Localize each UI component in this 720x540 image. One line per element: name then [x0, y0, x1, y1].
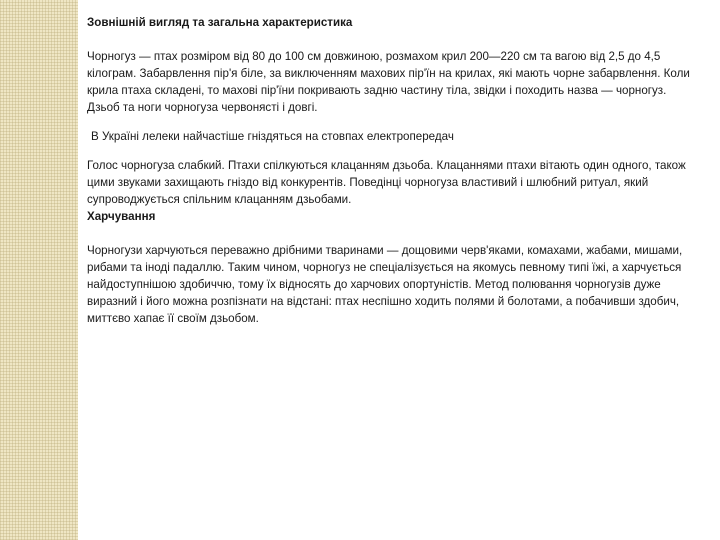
image-caption: В Україні лелеки найчастіше гніздяться на стовпах електропередач — [91, 130, 454, 143]
paragraph-feeding: Чорногузи харчуються переважно дрібними тваринами — дощовими черв'яками, комахами, жабами, мишами, рибами та іноді падаллю. Таким чином, чорногуз не спеціалізується на якомусь певному типі їжі, а харчується найдоступнішою здобиччю, тому їх відносять до харчових опортуністів. Метод полювання чорногузів дуже виразний і його можна розпізнати на відстані: птах неспішно ходить полями й болотами, а побачивши здобич, миттєво хапає її своїм дзьобом. — [87, 244, 683, 325]
spacer — [87, 145, 699, 157]
spacer — [87, 31, 699, 48]
heading-appearance: Зовнішній вигляд та загальна характеристика — [87, 16, 353, 29]
paragraph-appearance: Чорногуз — птах розміром від 80 до 100 см довжиною, розмахом крил 200—220 см та вагою від 2,5 до 4,5 кілограм. Забарвлення пір'я біле, за виключенням махових пір'їн на крилах, які мають чорне забарвлення. Коли крила птаха складені, то махові пір'їни покривають задню частину тіла, звідки і походить назва — чорногуз. Дзьоб та ноги чорногуза червонясті і довгі. — [87, 50, 690, 114]
heading-feeding: Харчування — [87, 210, 156, 223]
paragraph-voice: Голос чорногуза слабкий. Птахи спілкуються клацанням дзьоба. Клацаннями птахи вітають один одного, також цими звуками захищають гніздо від конкурентів. Поведінці чорногуза властивий і шлюбний ритуал, який супроводжується спільним клацанням дзьобами. — [87, 159, 686, 206]
document-body — [87, 14, 699, 327]
spacer — [87, 116, 699, 128]
spacer — [87, 225, 699, 242]
decorative-side-strip — [0, 0, 78, 540]
